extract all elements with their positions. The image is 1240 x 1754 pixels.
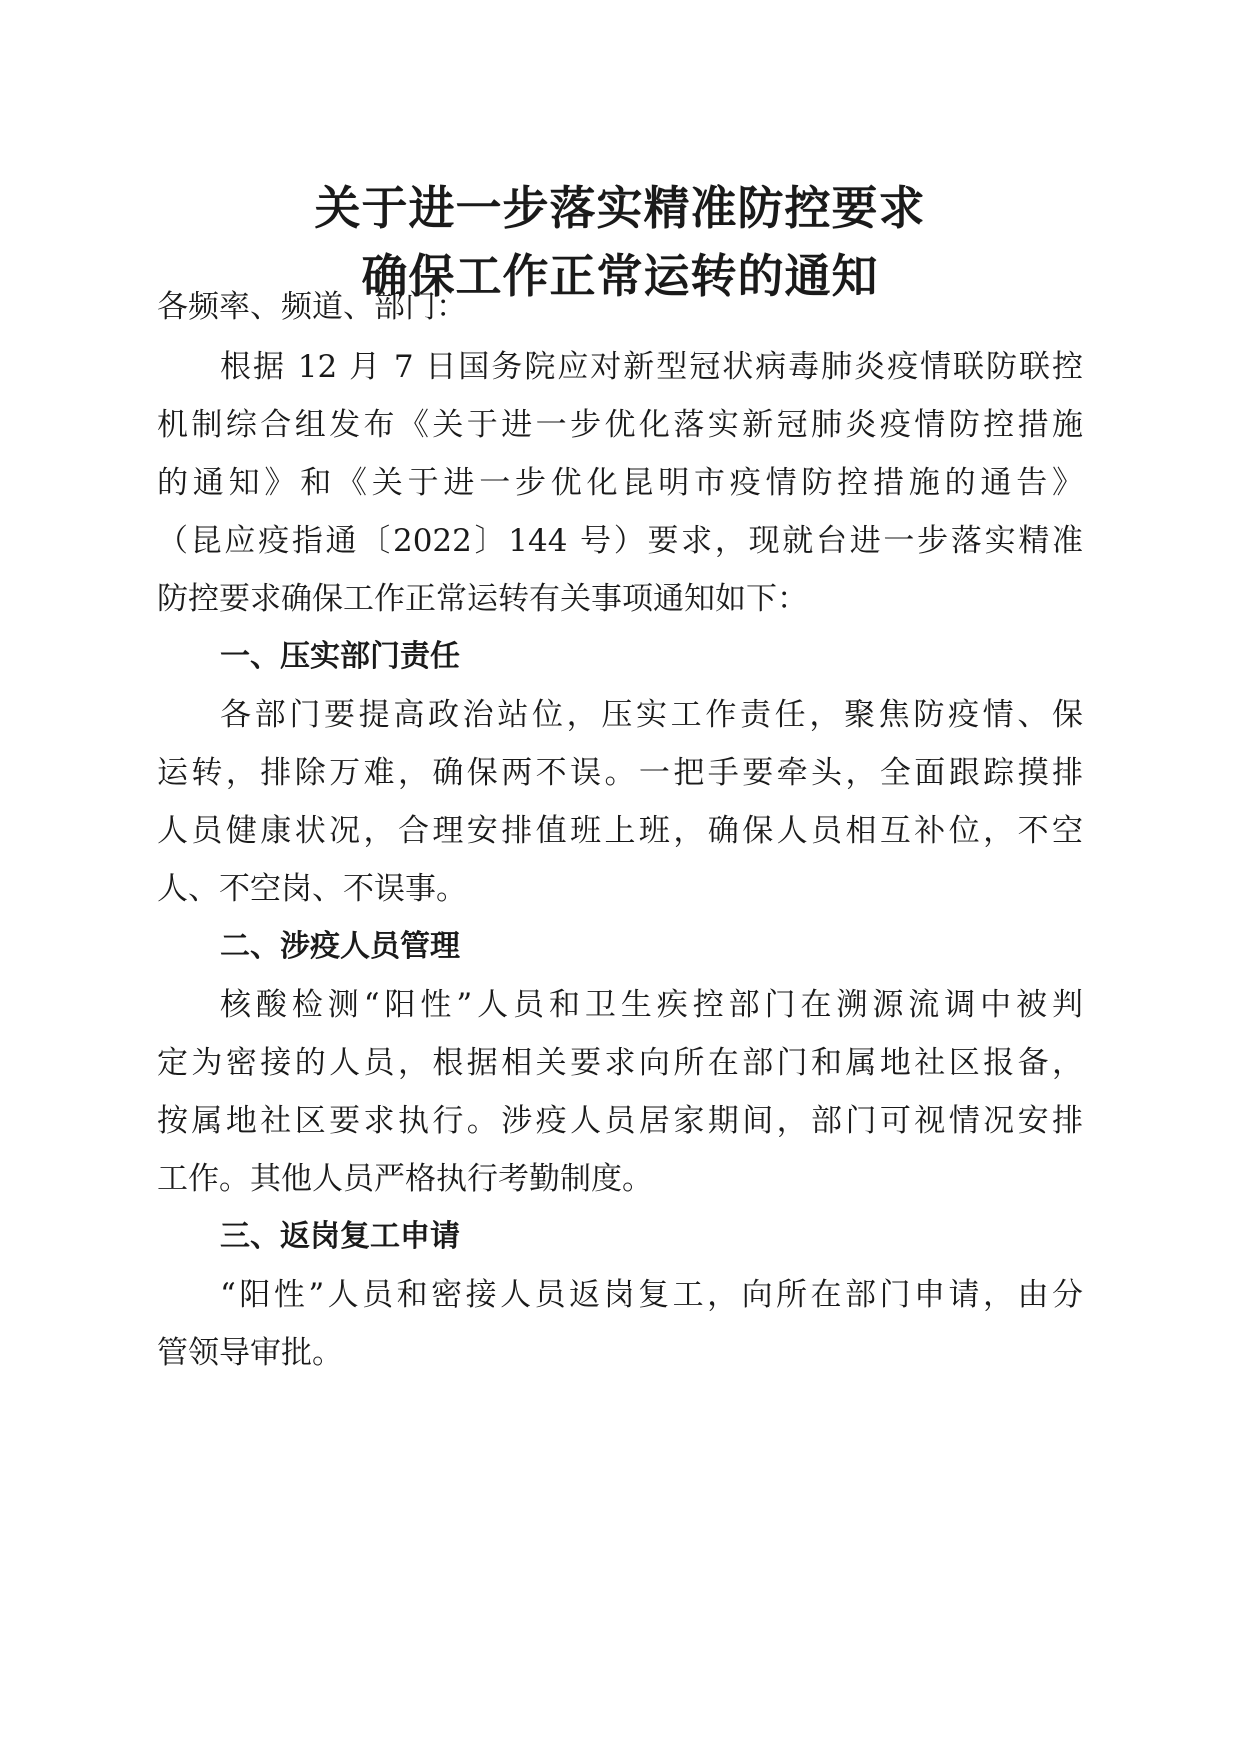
document-title-line-2: 确保工作正常运转的通知 — [361, 249, 879, 303]
intro-line: 的通知》和《关于进一步优化昆明市疫情防控措施的通告》 — [157, 465, 1083, 501]
section-1-line: 各部门要提高政治站位，压实工作责任，聚焦防疫情、保 — [220, 697, 1083, 733]
section-2-line: 工作。其他人员严格执行考勤制度。 — [157, 1161, 653, 1197]
section-2-line: 核酸检测“阳性”人员和卫生疾控部门在溯源流调中被判 — [220, 987, 1083, 1023]
document-title-line-1: 关于进一步落实精准防控要求 — [314, 181, 926, 235]
section-2-line: 按属地社区要求执行。涉疫人员居家期间，部门可视情况安排 — [157, 1103, 1083, 1139]
section-2-line: 定为密接的人员，根据相关要求向所在部门和属地社区报备， — [157, 1045, 1083, 1081]
section-1-heading: 一、压实部门责任 — [220, 639, 460, 674]
intro-line: 机制综合组发布《关于进一步优化落实新冠肺炎疫情防控措施 — [157, 407, 1083, 443]
section-3-line: 管领导审批。 — [157, 1335, 343, 1371]
intro-line: （昆应疫指通〔2022〕144 号）要求，现就台进一步落实精准 — [157, 523, 1083, 559]
section-3-line: “阳性”人员和密接人员返岗复工，向所在部门申请，由分 — [220, 1277, 1083, 1313]
intro-line: 防控要求确保工作正常运转有关事项通知如下： — [157, 581, 808, 617]
section-2-heading: 二、涉疫人员管理 — [220, 929, 460, 964]
section-1-line: 人、不空岗、不误事。 — [157, 871, 467, 907]
section-3-heading: 三、返岗复工申请 — [220, 1219, 460, 1254]
salutation: 各频率、频道、部门： — [157, 289, 467, 325]
intro-line: 根据 12 月 7 日国务院应对新型冠状病毒肺炎疫情联防联控 — [220, 349, 1083, 385]
section-1-line: 人员健康状况，合理安排值班上班，确保人员相互补位，不空 — [157, 813, 1083, 849]
section-1-line: 运转，排除万难，确保两不误。一把手要牵头，全面跟踪摸排 — [157, 755, 1083, 791]
